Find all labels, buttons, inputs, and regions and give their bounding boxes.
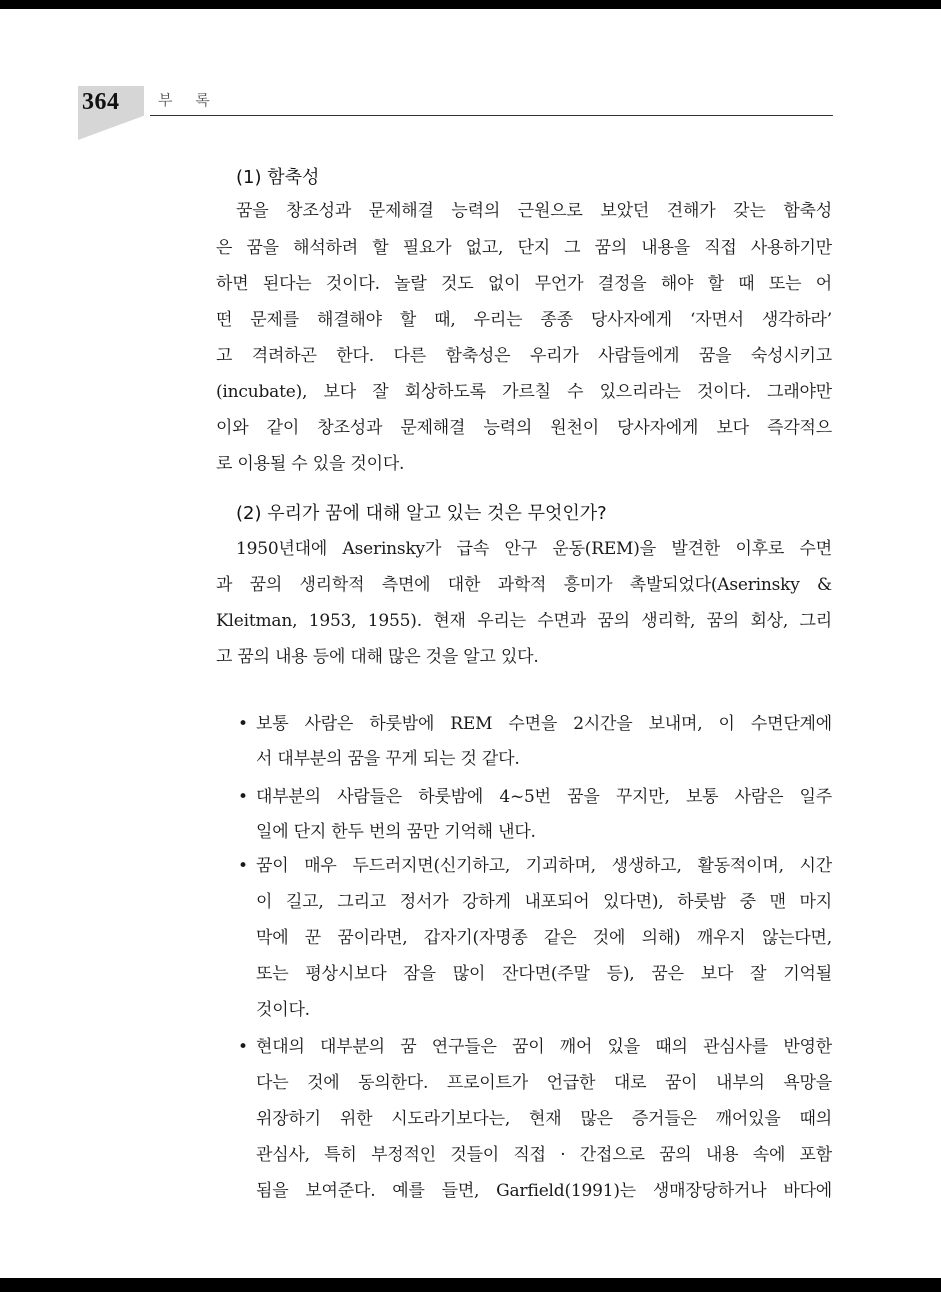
bullet-line: 관심사, 특히 부정적인 것들이 직접 · 간접으로 꿈의 내용 속에 포함 [256,1145,832,1165]
bullet-marker: • [238,1037,249,1057]
bullet-line: 일에 단지 한두 번의 꿈만 기억해 낸다. [256,822,536,842]
paragraph-line: 하면 된다는 것이다. 놀랄 것도 없이 무언가 결정을 해야 할 때 또는 어 [216,274,832,294]
running-header-section: 부 록 [158,91,219,109]
bullet-line: 꿈이 매우 두드러지면(신기하고, 기괴하며, 생생하고, 활동적이며, 시간 [256,856,832,876]
bullet-line: 됨을 보여준다. 예를 들면, Garfield(1991)는 생매장당하거나 바다에 [256,1181,832,1201]
bullet-line: 이 길고, 그리고 정서가 강하게 내포되어 있다면), 하룻밤 중 맨 마지 [256,892,832,912]
paragraph-line: 떤 문제를 해결해야 할 때, 우리는 종종 당사자에게 ‘자면서 생각하라’ [216,310,832,330]
top-border [0,0,941,9]
bullet-line: 다는 것에 동의한다. 프로이트가 언급한 대로 꿈이 내부의 욕망을 [256,1073,832,1093]
bottom-border [0,1278,941,1292]
bullet-line: 대부분의 사람들은 하룻밤에 4~5번 꿈을 꾸지만, 보통 사람은 일주 [256,787,832,807]
section-heading-1: (1) 함축성 [236,167,320,188]
paragraph-line: 이와 같이 창조성과 문제해결 능력의 원천이 당사자에게 보다 즉각적으 [216,418,832,438]
bullet-marker: • [238,856,249,876]
paragraph-line: (incubate), 보다 잘 회상하도록 가르칠 수 있으리라는 것이다. 그래야만 [216,382,832,402]
header-rule [150,115,833,116]
bullet-line: 서 대부분의 꿈을 꾸게 되는 것 같다. [256,749,520,769]
paragraph-line: 꿈을 창조성과 문제해결 능력의 근원으로 보았던 견해가 갖는 함축성 [236,201,832,221]
paragraph-line: 고 격려하곤 한다. 다른 함축성은 우리가 사람들에게 꿈을 숙성시키고 [216,346,832,366]
paragraph-line: 은 꿈을 해석하려 할 필요가 없고, 단지 그 꿈의 내용을 직접 사용하기만 [216,238,832,258]
paragraph-line: 과 꿈의 생리학적 측면에 대한 과학적 흥미가 촉발되었다(Aserinsky & [216,575,832,595]
bullet-line: 보통 사람은 하룻밤에 REM 수면을 2시간을 보내며, 이 수면단계에 [256,714,832,734]
bullet-line: 막에 꾼 꿈이라면, 갑자기(자명종 같은 것에 의해) 깨우지 않는다면, [256,928,832,948]
bullet-line: 위장하기 위한 시도라기보다는, 현재 많은 증거들은 깨어있을 때의 [256,1109,832,1129]
bullet-line: 것이다. [256,1000,310,1020]
paragraph-line: 로 이용될 수 있을 것이다. [216,454,405,474]
paragraph-line: Kleitman, 1953, 1955). 현재 우리는 수면과 꿈의 생리학, 꿈의 회상, 그리 [216,611,832,631]
section-heading-2: (2) 우리가 꿈에 대해 알고 있는 것은 무엇인가? [236,503,607,524]
bullet-line: 또는 평상시보다 잠을 많이 잔다면(주말 등), 꿈은 보다 잘 기억될 [256,964,832,984]
bullet-marker: • [238,787,249,807]
bullet-line: 현대의 대부분의 꿈 연구들은 꿈이 깨어 있을 때의 관심사를 반영한 [256,1037,832,1057]
paragraph-line: 1950년대에 Aserinsky가 급속 안구 운동(REM)을 발견한 이후로 수면 [236,539,832,559]
bullet-marker: • [238,714,249,734]
page-number: 364 [82,89,120,115]
paragraph-line: 고 꿈의 내용 등에 대해 많은 것을 알고 있다. [216,647,539,667]
